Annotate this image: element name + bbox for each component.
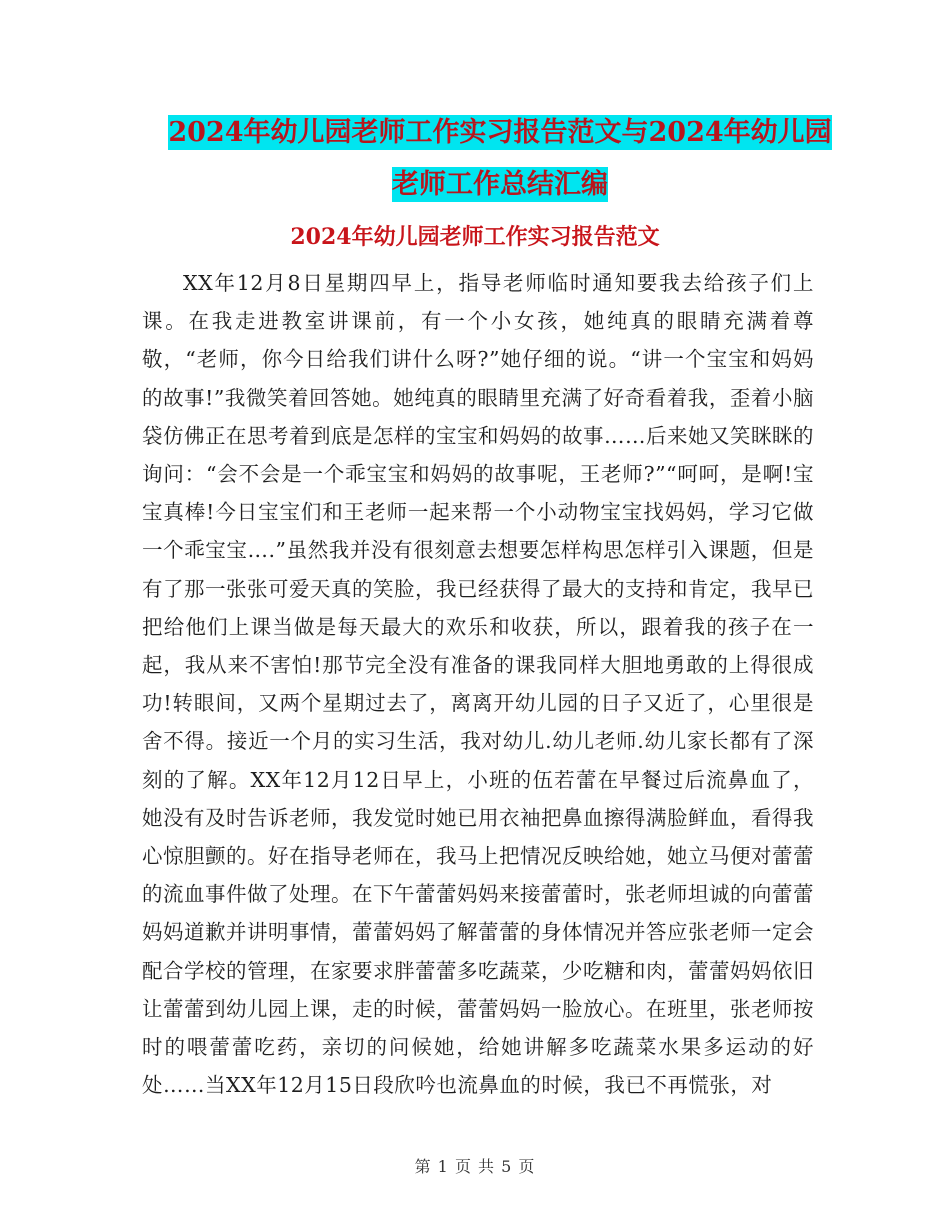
document-title-line1: 2024年幼儿园老师工作实习报告范文与2024年幼儿园 <box>168 117 832 148</box>
body-paragraph: XX年12月8日星期四早上，指导老师临时通知要我去给孩子们上课。在我走进教室讲课前，有一个小女孩，她纯真的眼睛充满着尊敬，“老师，你今日给我们讲什么呀?”她仔细的说。“讲一个宝宝和妈妈的故事!”我微笑着回答她。她纯真的眼睛里充满了好奇看着我，歪着小脑袋仿佛正在思考着到底是怎样的宝宝和妈妈的故事……后来她又笑眯眯的询问：“会不会是一个乖宝宝和妈妈的故事呢，王老师?”“呵呵，是啊!宝宝真棒!今日宝宝们和王老师一起来帮一个小动物宝宝找妈妈，学习它做一个乖宝宝….”虽然我并没有很刻意去想要怎样构思怎样引入课题，但是有了那一张张可爱天真的笑脸，我已经获得了最大的支持和肯定，我早已把给他们上课当做是每天最大的欢乐和收获，所以，跟着我的孩子在一起，我从来不害怕!那节完全没有准备的课我同样大胆地勇敢的上得很成功!转眼间，又两个星期过去了，离离开幼儿园的日子又近了，心里很是舍不得。接近一个月的实习生活，我对幼儿.幼儿老师.幼儿家长都有了深刻的了解。XX年12月12日早上，小班的伍若蕾在早餐过后流鼻血了，她没有及时告诉老师，我发觉时她已用衣袖把鼻血擦得满脸鲜血，看得我心惊胆颤的。好在指导老师在，我马上把情况反映给她，她立马便对蕾蕾的流血事件做了处理。在下午蕾蕾妈妈来接蕾蕾时，张老师坦诚的向蕾蕾妈妈道歉并讲明事情，蕾蕾妈妈了解蕾蕾的身体情况并答应张老师一定会配合学校的管理，在家要求胖蕾蕾多吃蔬菜，少吃糖和肉，蕾蕾妈妈依旧让蕾蕾到幼儿园上课，走的时候，蕾蕾妈妈一脸放心。在班里，张老师按时的喂蕾蕾吃药，亲切的问候她，给她讲解多吃蔬菜水果多运动的好处……当XX年12月15日段欣吟也流鼻血的时候，我已不再慌张，对 <box>142 271 814 1098</box>
section-title: 2024年幼儿园老师工作实习报告范文 <box>290 224 660 250</box>
document-title <box>140 112 860 216</box>
page-footer: 第 1 页 共 5 页 <box>414 1157 536 1176</box>
document-title-line2: 老师工作总结汇编 <box>392 169 608 200</box>
